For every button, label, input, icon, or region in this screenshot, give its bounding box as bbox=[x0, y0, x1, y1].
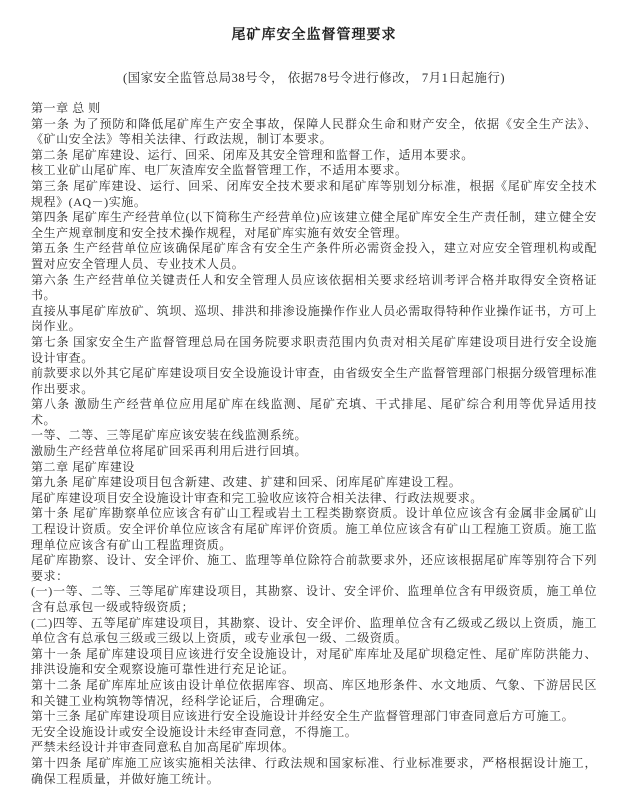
document-subtitle: (国家安全监管总局38号令， 依据78号令进行修改， 7月1日起施行) bbox=[122, 71, 506, 85]
paragraph: 第二条 尾矿库建设、运行、回采、闭库及其安全管理和监督工作，适用本要求。 bbox=[31, 147, 474, 162]
paragraph: 第十一条 尾矿库建设项目应该进行安全设施设计，对尾矿库库址及尾矿坝稳定性、尾矿库防洪能力、排洪设施和安全观察设施可靠性进行充足论证。 bbox=[31, 646, 597, 677]
paragraph: 第八条 激励生产经营单位应用尾矿库在线监测、尾矿充填、干式排尾、尾矿综合利用等优异适用技术。 bbox=[31, 397, 597, 427]
paragraph: 直接从事尾矿库放矿、筑坝、巡坝、排洪和排渗设施操作作业人员必需取得特种作业操作证书，方可上岗作业。 bbox=[31, 303, 597, 334]
paragraph: 第十条 尾矿库勘察单位应该含有矿山工程或岩土工程类勘察资质。设计单位应该含有金属非金属矿山工程设计资质。安全评价单位应该含有尾矿库评价资质。施工单位应该含有矿山工程施工资质。施工监理单位应该含有矿山工程监理资质。 bbox=[31, 506, 597, 552]
document-title: 尾矿库安全监督管理要求 bbox=[231, 28, 397, 43]
paragraph: 尾矿库建设项目安全设施设计审查和完工验收应该符合相关法律、行政法规要求。 bbox=[31, 490, 483, 505]
paragraph: 第十三条 尾矿库建设项目应该进行安全设施设计并经安全生产监督管理部门审查同意后方可施工。 bbox=[31, 709, 575, 724]
paragraph: 第三条 尾矿库建设、运行、回采、闭库安全技术要求和尾矿库等别划分标准，根据《尾矿库安全技术规程》(AQ－)实施。 bbox=[31, 178, 597, 209]
paragraph: 核工业矿山尾矿库、电厂灰渣库安全监督管理工作，不适用本要求。 bbox=[31, 163, 408, 178]
paragraph: 第五条 生产经营单位应该确保尾矿库含有安全生产条件所必需资金投入，建立对应安全管理机构或配置对应安全管理人员、专业技术人员。 bbox=[31, 241, 597, 271]
paragraph: 尾矿库勘察、设计、安全评价、施工、监理等单位除符合前款要求外，还应该根据尾矿库等别符合下列要求： bbox=[31, 553, 597, 583]
paragraph: 无安全设施设计或安全设施设计未经审查同意，不得施工。 bbox=[31, 724, 358, 739]
paragraph: (二)四等、五等尾矿库建设项目，其勘察、设计、安全评价、监理单位含有乙级或乙级以上资质，施工单位含有总承包三级或三级以上资质，或专业承包一级、二级资质。 bbox=[31, 615, 597, 646]
paragraph: 激励生产经营单位将尾矿回采再利用后进行回填。 bbox=[31, 444, 308, 459]
paragraph: 第九条 尾矿库建设项目包含新建、改建、扩建和回采、闭库尾矿库建设工程。 bbox=[31, 475, 462, 490]
paragraph: 第七条 国家安全生产监督管理总局在国务院要求职责范围内负责对相关尾矿库建设项目进行安全设施设计审查。 bbox=[31, 334, 597, 365]
paragraph: 第一条 为了预防和降低尾矿库生产安全事故，保障人民群众生命和财产安全，依据《安全生产法》、《矿山安全法》等相关法律、行政法规，制订本要求。 bbox=[31, 116, 597, 147]
paragraph: 第十四条 尾矿库施工应该实施相关法律、行政法规和国家标准、行业标准要求，严格根据设计施工，确保工程质量，并做好施工统计。 bbox=[31, 755, 597, 786]
document-body bbox=[0, 101, 628, 787]
paragraph: (一)一等、二等、三等尾矿库建设项目，其勘察、设计、安全评价、监理单位含有甲级资质，施工单位含有总承包一级或特级资质； bbox=[31, 584, 597, 614]
paragraph: 第六条 生产经营单位关键责任人和安全管理人员应该依据相关要求经培训考评合格并取得安全资格证书。 bbox=[31, 272, 597, 303]
paragraph: 严禁未经设计并审查同意私自加高尾矿库坝体。 bbox=[31, 740, 295, 755]
paragraph: 第十二条 尾矿库库址应该由设计单位依据库容、坝高、库区地形条件、水文地质、气象、下游居民区和关键工业构筑物等情况，经科学论证后，合理确定。 bbox=[31, 677, 597, 708]
chapter-heading: 第一章 总 则 bbox=[31, 101, 101, 115]
chapter-heading: 第二章 尾矿库建设 bbox=[31, 459, 135, 474]
paragraph: 一等、二等、三等尾矿库应该安装在线监测系统。 bbox=[31, 428, 308, 443]
paragraph: 前款要求以外其它尾矿库建设项目安全设施设计审查，由省级安全生产监督管理部门根据分级管理标准作出要求。 bbox=[31, 366, 597, 396]
paragraph: 第四条 尾矿库生产经营单位(以下简称生产经营单位)应该建立健全尾矿库安全生产责任制，建立健全安全生产规章制度和安全技术操作规程，对尾矿库实施有效安全管理。 bbox=[31, 210, 597, 240]
